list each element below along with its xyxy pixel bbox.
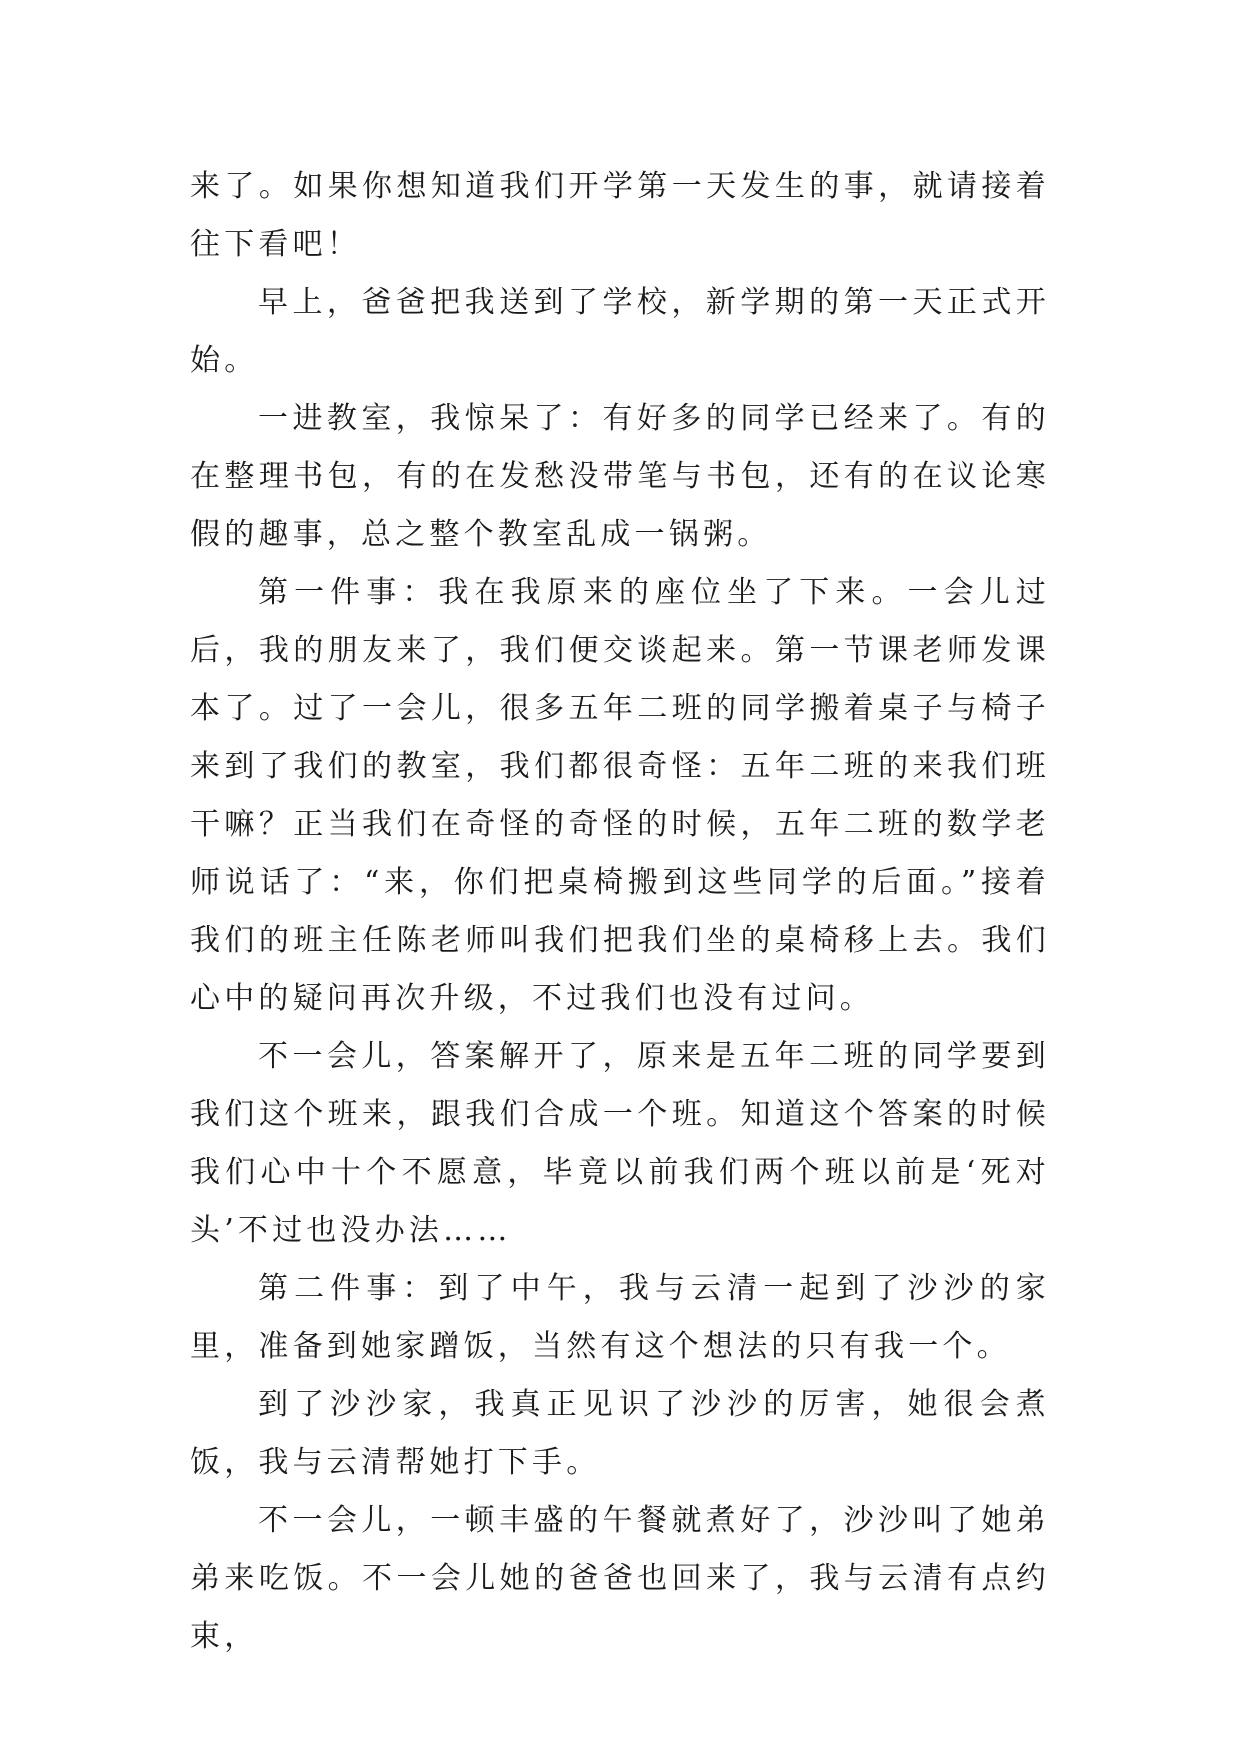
paragraph-3: 一进教室，我惊呆了：有好多的同学已经来了。有的在整理书包，有的在发愁没带笔与书包，还有的在议论寒假的趣事，总之整个教室乱成一锅粥。 <box>190 401 1050 552</box>
document-body <box>190 158 1050 1666</box>
paragraph-2: 早上，爸爸把我送到了学校，新学期的第一天正式开始。 <box>190 285 1050 378</box>
paragraph-7: 到了沙沙家，我真正见识了沙沙的厉害，她很会煮饭，我与云清帮她打下手。 <box>190 1387 1050 1480</box>
paragraph-8: 不一会儿，一顿丰盛的午餐就煮好了，沙沙叫了她弟弟来吃饭。不一会儿她的爸爸也回来了，我与云清有点约束， <box>190 1503 1050 1654</box>
paragraph-1: 来了。如果你想知道我们开学第一天发生的事，就请接着往下看吧！ <box>190 169 1050 262</box>
paragraph-4: 第一件事：我在我原来的座位坐了下来。一会儿过后，我的朋友来了，我们便交谈起来。第一节课老师发课本了。过了一会儿，很多五年二班的同学搬着桌子与椅子来到了我们的教室，我们都很奇怪：五年二班的来我们班干嘛？正当我们在奇怪的奇怪的时候，五年二班的数学老师说话了：“来，你们把桌椅搬到这些同学的后面。”接着我们的班主任陈老师叫我们把我们坐的桌椅移上去。我们心中的疑问再次升级，不过我们也没有过问。 <box>190 575 1050 1016</box>
paragraph-5: 不一会儿，答案解开了，原来是五年二班的同学要到我们这个班来，跟我们合成一个班。知道这个答案的时候我们心中十个不愿意，毕竟以前我们两个班以前是‘死对头’不过也没办法…… <box>190 1039 1050 1248</box>
paragraph-6: 第二件事：到了中午，我与云清一起到了沙沙的家里，准备到她家蹭饭，当然有这个想法的只有我一个。 <box>190 1271 1050 1364</box>
